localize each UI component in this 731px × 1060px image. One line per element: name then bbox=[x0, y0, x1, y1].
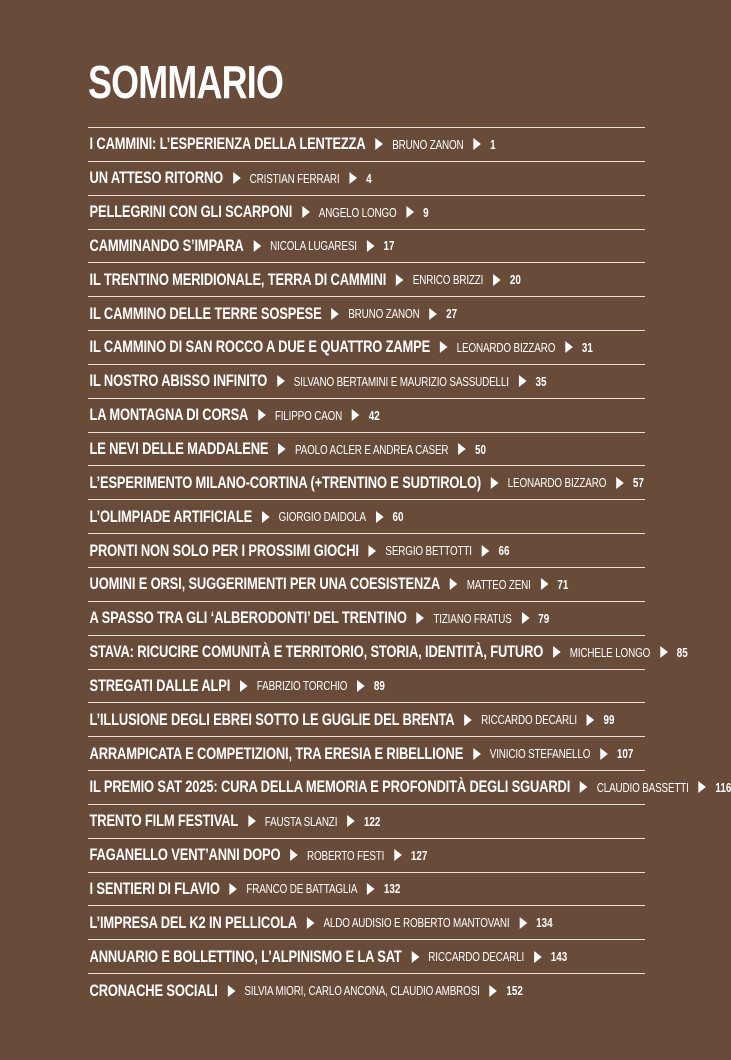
entry-author: ROBERTO FESTI bbox=[306, 847, 385, 863]
entry-author: BRUNO ZANON bbox=[348, 306, 420, 322]
entry-author: NICOLA LUGARESI bbox=[270, 238, 357, 254]
entry-author: ALDO AUDISIO E ROBERTO MANTOVANI bbox=[323, 915, 510, 931]
entry-author: MICHELE LONGO bbox=[569, 644, 651, 660]
entry-title: I SENTIERI DI FLAVIO bbox=[89, 878, 220, 898]
triangle-right-icon bbox=[565, 341, 573, 353]
toc-entry[interactable] bbox=[88, 939, 645, 973]
entry-title: L’OLIMPIADE ARTIFICIALE bbox=[89, 506, 253, 526]
triangle-right-icon bbox=[369, 545, 377, 557]
entry-title: STREGATI DALLE ALPI bbox=[89, 675, 231, 695]
entry-author: LEONARDO BIZZARO bbox=[456, 339, 556, 355]
triangle-right-icon bbox=[367, 883, 375, 895]
entry-author: FRANCO DE BATTAGLIA bbox=[246, 881, 358, 897]
entry-title: FAGANELLO VENT’ANNI DOPO bbox=[89, 845, 281, 865]
entry-author: SILVIA MIORI, CARLO ANCONA, CLAUDIO AMBROSI bbox=[244, 983, 480, 999]
entry-page: 134 bbox=[536, 915, 553, 931]
triangle-right-icon bbox=[230, 883, 238, 895]
triangle-right-icon bbox=[302, 206, 310, 218]
triangle-right-icon bbox=[440, 341, 448, 353]
triangle-right-icon bbox=[396, 274, 404, 286]
toc-entry[interactable] bbox=[88, 229, 645, 263]
entry-title: IL CAMMINO DELLE TERRE SOSPESE bbox=[89, 303, 322, 323]
entry-author: CLAUDIO BASSETTI bbox=[596, 779, 689, 795]
entry-page: 116 bbox=[715, 779, 731, 795]
triangle-right-icon bbox=[587, 714, 595, 726]
entry-author: TIZIANO FRATUS bbox=[433, 610, 512, 626]
toc-entry[interactable] bbox=[88, 195, 645, 229]
entry-title: IL CAMMINO DI SAN ROCCO A DUE E QUATTRO ZAMPE bbox=[89, 337, 431, 357]
entry-page: 20 bbox=[509, 272, 521, 288]
entry-author: ENRICO BRIZZI bbox=[412, 272, 484, 288]
entry-page: 143 bbox=[550, 949, 568, 965]
entry-title: UOMINI E ORSI, SUGGERIMENTI PER UNA COESISTENZA bbox=[89, 574, 441, 594]
entry-author: ANGELO LONGO bbox=[318, 204, 397, 220]
triangle-right-icon bbox=[375, 138, 383, 150]
entry-title: L’IMPRESA DEL K2 IN PELLICOLA bbox=[89, 912, 297, 932]
entry-page: 42 bbox=[368, 407, 380, 423]
toc-entry[interactable] bbox=[88, 804, 645, 838]
triangle-right-icon bbox=[482, 545, 490, 557]
triangle-right-icon bbox=[376, 511, 384, 523]
triangle-right-icon bbox=[290, 849, 298, 861]
entry-author: VINICIO STEFANELLO bbox=[489, 746, 591, 762]
entry-page: 99 bbox=[603, 712, 615, 728]
triangle-right-icon bbox=[522, 612, 530, 624]
triangle-right-icon bbox=[519, 375, 527, 387]
entry-title: I CAMMINI: L’ESPERIENZA DELLA LENTEZZA bbox=[89, 134, 366, 154]
triangle-right-icon bbox=[253, 240, 261, 252]
triangle-right-icon bbox=[490, 985, 498, 997]
triangle-right-icon bbox=[347, 815, 355, 827]
triangle-right-icon bbox=[473, 748, 481, 760]
triangle-right-icon bbox=[349, 172, 357, 184]
entry-title: CAMMINANDO S’IMPARA bbox=[89, 235, 244, 255]
toc-entry[interactable] bbox=[88, 736, 645, 770]
triangle-right-icon bbox=[600, 748, 608, 760]
triangle-right-icon bbox=[616, 477, 624, 489]
toc-entry[interactable] bbox=[88, 296, 645, 330]
entry-title: L’ESPERIMENTO MILANO-CORTINA (+TRENTINO E SUDTIROLO) bbox=[89, 472, 482, 492]
triangle-right-icon bbox=[450, 578, 458, 590]
toc-entry[interactable] bbox=[88, 533, 645, 567]
entry-title: TRENTO FILM FESTIVAL bbox=[89, 811, 239, 831]
triangle-right-icon bbox=[519, 917, 527, 929]
toc-entry[interactable] bbox=[88, 669, 645, 703]
entry-page: 50 bbox=[475, 441, 487, 457]
triangle-right-icon bbox=[278, 443, 286, 455]
entry-title: ANNUARIO E BOLLETTINO, L’ALPINISMO E LA SAT bbox=[89, 946, 402, 966]
entry-page: 107 bbox=[616, 746, 634, 762]
triangle-right-icon bbox=[580, 781, 588, 793]
triangle-right-icon bbox=[228, 985, 236, 997]
page-title: SOMMARIO bbox=[88, 56, 284, 108]
triangle-right-icon bbox=[307, 917, 315, 929]
toc-entry[interactable] bbox=[88, 161, 645, 195]
entry-author: FILIPPO CAON bbox=[274, 407, 343, 423]
toc-entry[interactable] bbox=[88, 262, 645, 296]
triangle-right-icon bbox=[541, 578, 549, 590]
entry-page: 57 bbox=[632, 475, 644, 491]
entry-author: LEONARDO BIZZARO bbox=[507, 475, 607, 491]
entry-page: 17 bbox=[383, 238, 395, 254]
toc-entry[interactable] bbox=[88, 905, 645, 939]
entry-page: 35 bbox=[535, 373, 547, 389]
toc-entry[interactable] bbox=[88, 499, 645, 533]
entry-title: LA MONTAGNA DI CORSA bbox=[89, 405, 249, 425]
entry-page: 1 bbox=[490, 136, 496, 152]
entry-title: LE NEVI DELLE MADDALENE bbox=[89, 439, 269, 459]
toc-entry[interactable] bbox=[88, 432, 645, 466]
toc-entry[interactable] bbox=[88, 973, 645, 1007]
triangle-right-icon bbox=[699, 781, 707, 793]
entry-title: CRONACHE SOCIALI bbox=[89, 980, 218, 1000]
triangle-right-icon bbox=[258, 409, 266, 421]
entry-title: L’ILLUSIONE DEGLI EBREI SOTTO LE GUGLIE DEL BRENTA bbox=[89, 709, 455, 729]
entry-author: MATTEO ZENI bbox=[466, 576, 531, 592]
entry-title: IL PREMIO SAT 2025: CURA DELLA MEMORIA E PROFONDITÀ DEGLI SGUARDI bbox=[89, 777, 571, 797]
entry-page: 89 bbox=[373, 678, 385, 694]
entry-page: 9 bbox=[423, 204, 429, 220]
triangle-right-icon bbox=[417, 612, 425, 624]
entry-title: UN ATTESO RITORNO bbox=[89, 168, 224, 188]
triangle-right-icon bbox=[458, 443, 466, 455]
entry-author: SILVANO BERTAMINI E MAURIZIO SASSUDELLI bbox=[293, 373, 509, 389]
entry-page: 152 bbox=[506, 983, 523, 999]
toc-entry[interactable] bbox=[88, 398, 645, 432]
toc-entry[interactable] bbox=[88, 838, 645, 872]
entry-title: A SPASSO TRA GLI ‘ALBERODONTI’ DEL TRENTINO bbox=[89, 608, 407, 628]
triangle-right-icon bbox=[352, 409, 360, 421]
triangle-right-icon bbox=[248, 815, 256, 827]
entry-page: 127 bbox=[410, 847, 428, 863]
triangle-right-icon bbox=[660, 646, 668, 658]
entry-title: IL NOSTRO ABISSO INFINITO bbox=[89, 371, 268, 391]
triangle-right-icon bbox=[534, 951, 542, 963]
toc-entry[interactable] bbox=[88, 770, 731, 804]
toc-entry[interactable] bbox=[88, 872, 645, 906]
entry-page: 4 bbox=[366, 170, 372, 186]
toc-entry[interactable] bbox=[88, 330, 645, 364]
triangle-right-icon bbox=[277, 375, 285, 387]
entry-author: RICCARDO DECARLI bbox=[428, 949, 525, 965]
entry-page: 132 bbox=[383, 881, 401, 897]
triangle-right-icon bbox=[233, 172, 241, 184]
triangle-right-icon bbox=[491, 477, 499, 489]
triangle-right-icon bbox=[412, 951, 420, 963]
entry-title: IL TRENTINO MERIDIONALE, TERRA DI CAMMINI bbox=[89, 269, 387, 289]
entry-author: BRUNO ZANON bbox=[392, 136, 464, 152]
entry-title: PELLEGRINI CON GLI SCARPONI bbox=[89, 202, 293, 222]
entry-author: SERGIO BETTOTTI bbox=[385, 543, 472, 559]
table-of-contents bbox=[88, 127, 731, 1007]
toc-entry[interactable] bbox=[88, 127, 645, 161]
entry-title: STAVA: RICUCIRE COMUNITÀ E TERRITORIO, STORIA, IDENTITÀ, FUTURO bbox=[89, 642, 544, 662]
entry-title: PRONTI NON SOLO PER I PROSSIMI GIOCHI bbox=[89, 540, 359, 560]
triangle-right-icon bbox=[406, 206, 414, 218]
entry-page: 85 bbox=[676, 644, 688, 660]
triangle-right-icon bbox=[473, 138, 481, 150]
toc-entry[interactable] bbox=[88, 567, 645, 601]
triangle-right-icon bbox=[394, 849, 402, 861]
triangle-right-icon bbox=[240, 680, 248, 692]
toc-entry[interactable] bbox=[88, 601, 645, 635]
entry-page: 31 bbox=[581, 339, 593, 355]
triangle-right-icon bbox=[262, 511, 270, 523]
entry-author: RICCARDO DECARLI bbox=[481, 712, 577, 728]
entry-page: 60 bbox=[392, 509, 404, 525]
entry-author: FABRIZIO TORCHIO bbox=[256, 678, 348, 694]
entry-author: GIORGIO DAIDOLA bbox=[278, 509, 366, 525]
toc-entry[interactable] bbox=[88, 364, 645, 398]
toc-entry[interactable] bbox=[88, 702, 645, 736]
triangle-right-icon bbox=[493, 274, 501, 286]
entry-page: 79 bbox=[538, 610, 550, 626]
triangle-right-icon bbox=[357, 680, 365, 692]
entry-page: 71 bbox=[557, 576, 569, 592]
triangle-right-icon bbox=[331, 308, 339, 320]
entry-page: 66 bbox=[498, 543, 510, 559]
toc-entry[interactable] bbox=[88, 465, 645, 499]
entry-page: 122 bbox=[363, 813, 381, 829]
triangle-right-icon bbox=[464, 714, 472, 726]
triangle-right-icon bbox=[429, 308, 437, 320]
toc-entry[interactable] bbox=[88, 635, 688, 669]
entry-author: FAUSTA SLANZI bbox=[264, 813, 338, 829]
triangle-right-icon bbox=[367, 240, 375, 252]
entry-page: 27 bbox=[446, 306, 458, 322]
entry-title: ARRAMPICATA E COMPETIZIONI, TRA ERESIA E RIBELLIONE bbox=[89, 743, 464, 763]
triangle-right-icon bbox=[553, 646, 561, 658]
entry-author: PAOLO ACLER E ANDREA CASER bbox=[294, 441, 449, 457]
entry-author: CRISTIAN FERRARI bbox=[249, 170, 340, 186]
